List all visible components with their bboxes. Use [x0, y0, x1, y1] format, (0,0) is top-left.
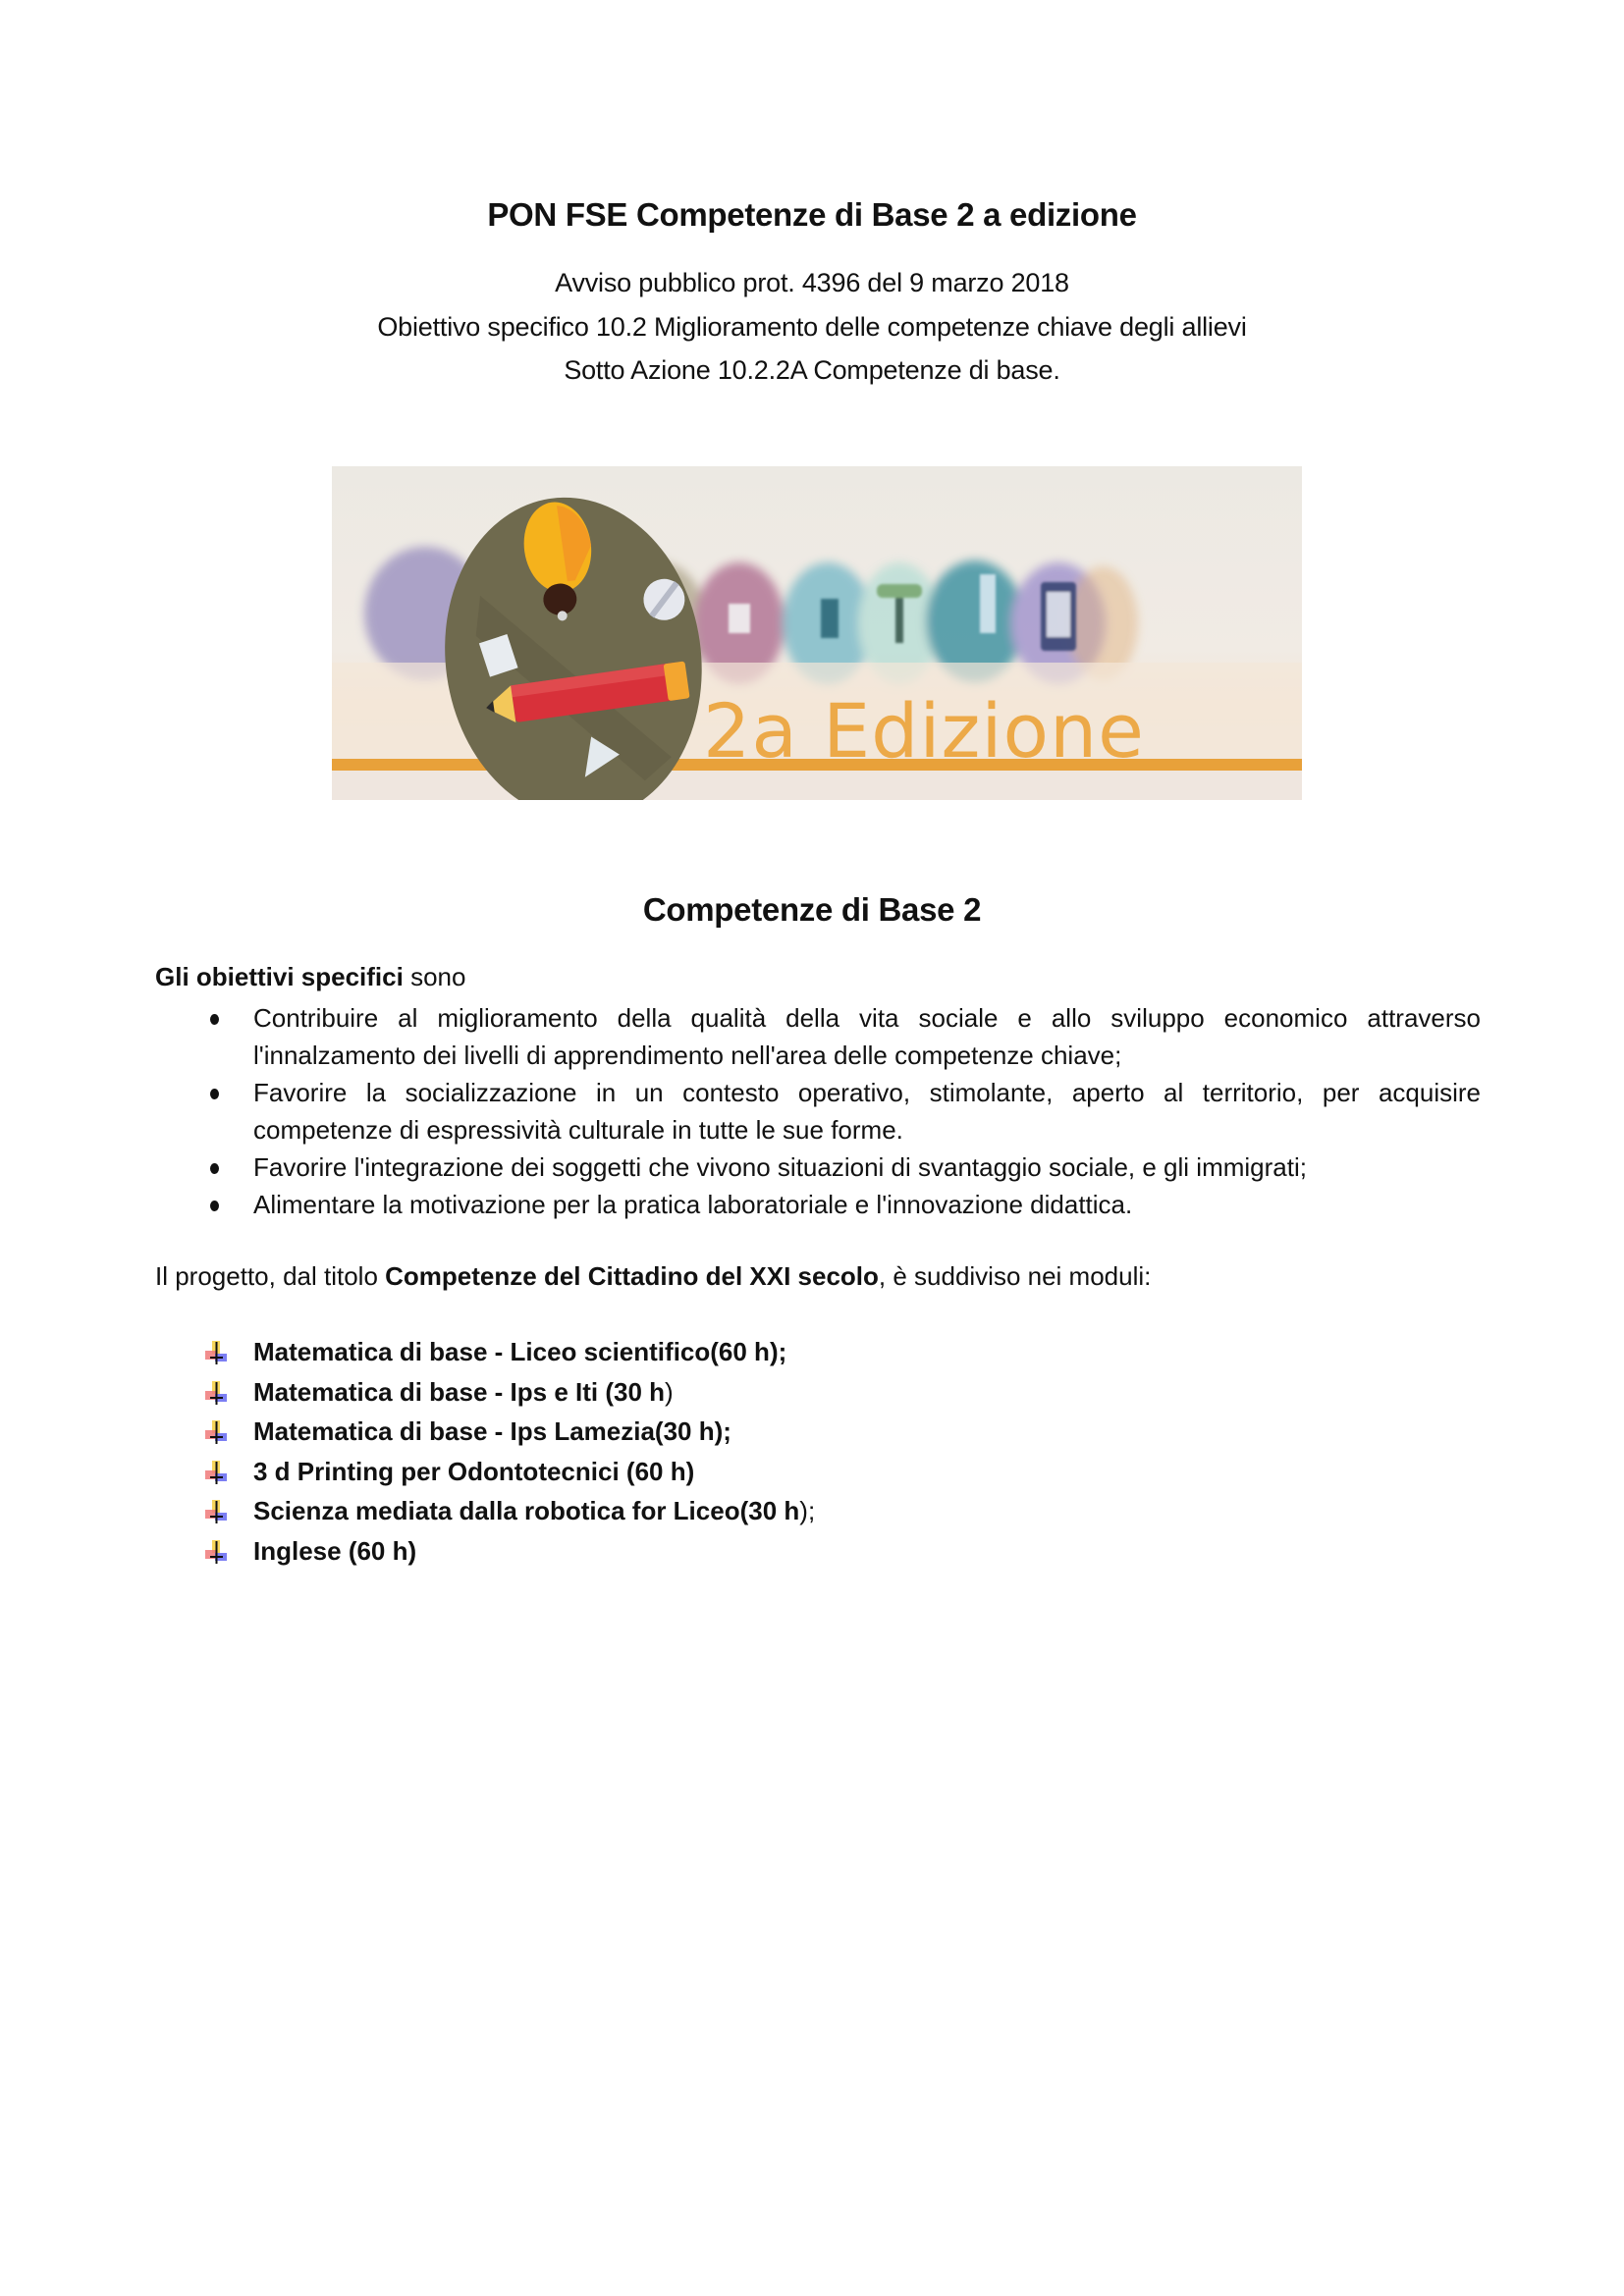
objective-text: Favorire l'integrazione dei soggetti che vivono situazioni di svantaggio sociale, e gli immigrati;: [253, 1152, 1307, 1182]
objective-item: [155, 1074, 1481, 1148]
module-item: [155, 1452, 815, 1492]
module-item: [155, 1412, 815, 1452]
module-item: [155, 1332, 815, 1372]
objective-text: Alimentare la motivazione per la pratica laboratoriale e l'innovazione didattica.: [253, 1190, 1133, 1219]
objective-item: [155, 1186, 1481, 1223]
banner-edition-text: 2a Edizione: [703, 687, 1145, 774]
objective-item: [155, 1148, 1481, 1186]
module-label: Scienza mediata dalla robotica for Liceo(30 h: [253, 1496, 800, 1525]
bullet-icon: [210, 1201, 219, 1211]
subaction-line: Sotto Azione 10.2.2A Competenze di base.: [564, 355, 1060, 385]
module-label: Inglese (60 h): [253, 1535, 417, 1566]
bullet-icon: [210, 1014, 219, 1025]
banner-illustration: [332, 466, 1302, 800]
modules-list: [155, 1332, 815, 1571]
module-item: [155, 1491, 815, 1531]
objective-item: [155, 999, 1481, 1074]
arrow-down-bullet-icon: [204, 1539, 230, 1565]
notice-line: Avviso pubblico prot. 4396 del 9 marzo 2018: [555, 268, 1069, 297]
bullet-icon: [210, 1089, 219, 1099]
objective-text: Contribuire al miglioramento della qualità della vita sociale e allo sviluppo economico attraverso l'innalzamento dei livelli di apprendimento nell'area delle competenze chiave;: [253, 1003, 1481, 1070]
section-title: Competenze di Base 2: [642, 891, 982, 928]
document-title: PON FSE Competenze di Base 2 a edizione: [487, 196, 1137, 233]
objective-text: Favorire la socializzazione in un contesto operativo, stimolante, aperto al territorio, per acquisire competenze di espressività culturale in tutte le sue forme.: [253, 1078, 1481, 1145]
module-label-tail: ): [665, 1376, 674, 1407]
module-label: Matematica di base - Ips e Iti (30 h: [253, 1376, 666, 1407]
project-title: Competenze del Cittadino del XXI secolo: [385, 1261, 879, 1291]
module-label-tail: );: [799, 1496, 816, 1525]
module-label: Matematica di base - Ips Lamezia(30 h);: [253, 1416, 731, 1446]
module-label: Matematica di base - Liceo scientifico(60 h);: [253, 1337, 787, 1366]
project-text-before: Il progetto, dal titolo: [155, 1261, 386, 1291]
edition-banner-image: [332, 466, 1302, 800]
arrow-down-bullet-icon: [204, 1380, 230, 1406]
module-item: [155, 1531, 815, 1572]
objectives-intro-rest: sono: [403, 962, 466, 991]
project-text-after: , è suddiviso nei moduli:: [878, 1261, 1152, 1291]
objectives-intro: [155, 962, 465, 992]
objectives-intro-bold: Gli obiettivi specifici: [155, 962, 404, 991]
objectives-list: [155, 999, 1481, 1223]
arrow-down-bullet-icon: [204, 1340, 230, 1365]
module-label: 3 d Printing per Odontotecnici (60 h): [253, 1456, 695, 1486]
module-item: [155, 1372, 815, 1413]
objective-line: Obiettivo specifico 10.2 Miglioramento delle competenze chiave degli allievi: [377, 312, 1247, 342]
project-description: [155, 1261, 1151, 1292]
bullet-icon: [210, 1163, 219, 1174]
arrow-down-bullet-icon: [204, 1460, 230, 1485]
arrow-down-bullet-icon: [204, 1419, 230, 1445]
arrow-down-bullet-icon: [204, 1499, 230, 1524]
